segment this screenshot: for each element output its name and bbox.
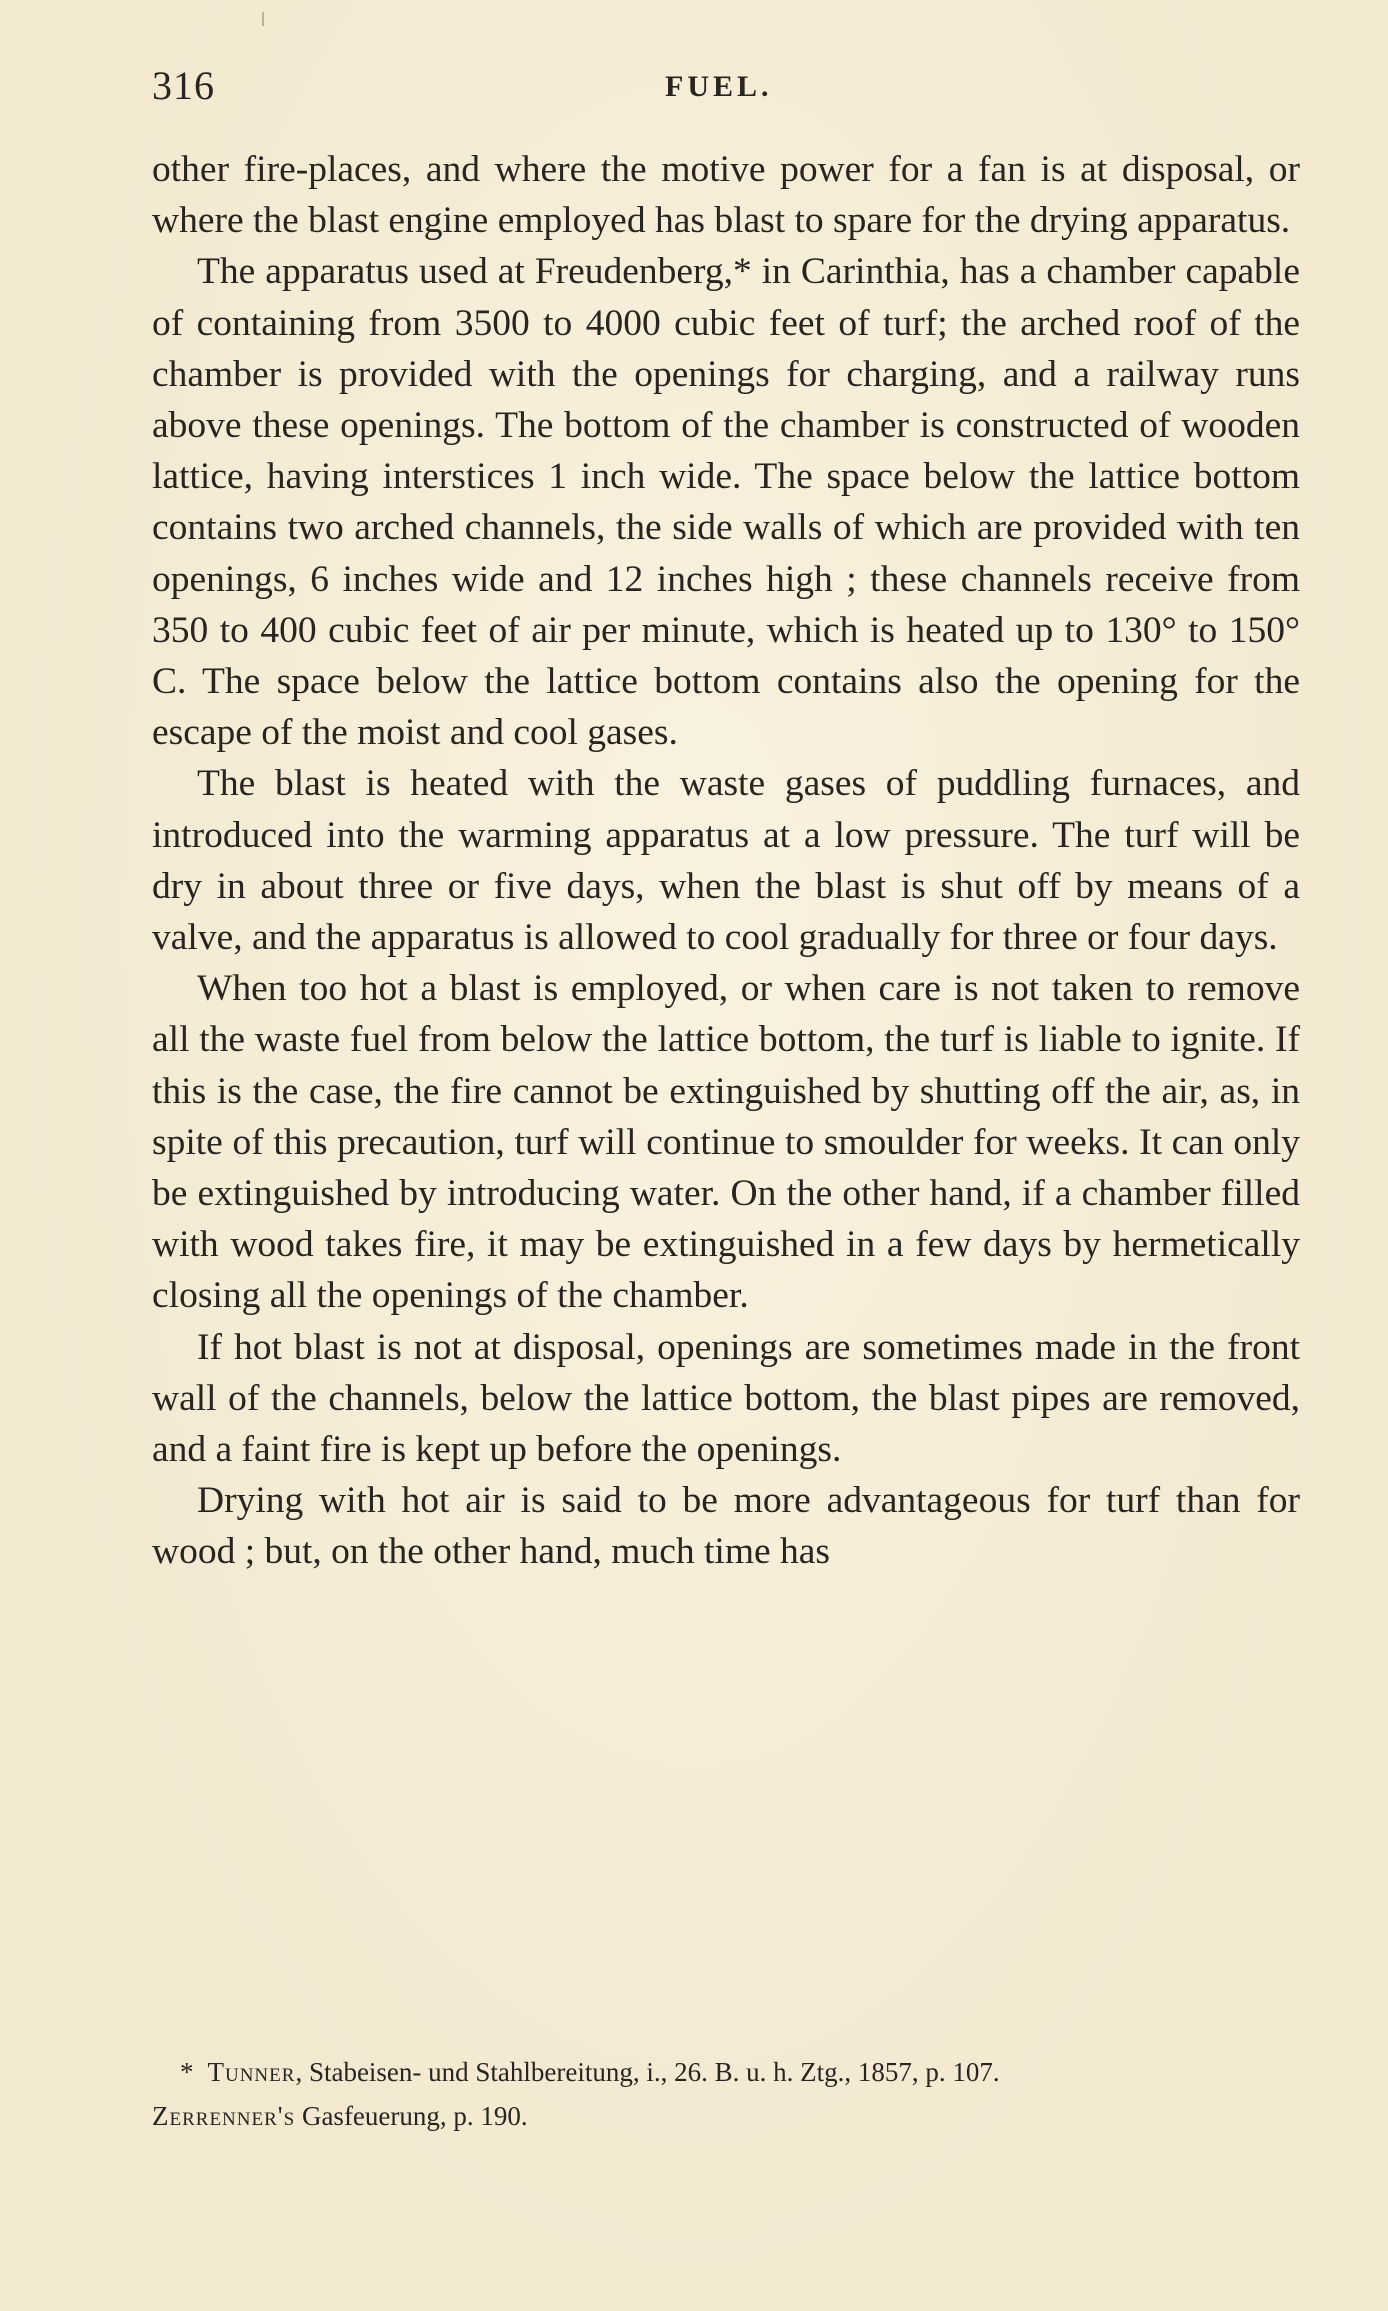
footnote-mark: * (180, 2057, 194, 2087)
footnote-line-2 (152, 2094, 1300, 2138)
footnote-author-1: Tunner (207, 2057, 296, 2087)
footnote-author-2: Zerrenner's (152, 2101, 296, 2131)
footnote-text-2: Gasfeuerung, p. 190. (295, 2101, 528, 2131)
footnote-line-1 (152, 2050, 1300, 2094)
footnotes (152, 2050, 1300, 2138)
running-title: FUEL. (665, 70, 773, 103)
paragraph-no-hot-blast: If hot blast is not at disposal, openings are sometimes made in the front wall of the channels, below the lattice bottom, the blast pipes are removed, and a faint fire is kept up before the openings. (152, 1326, 1300, 1471)
footnote-text-1: , Stabeisen- und Stahlbereitung, i., 26. B. u. h. Ztg., 1857, p. 107. (295, 2057, 1000, 2087)
paragraph-ignition: When too hot a blast is employed, or when care is not taken to remove all the waste fuel from below the lattice bottom, the turf is liable to ignite. If this is the case, the fire cannot be extinguished by shutting off the air, as, in spite of this precaution, turf will continue to smoulder for weeks. It can only be extinguished by introducing water. On the other hand, if a chamber filled with wood takes fire, it may be extinguished in a few days by hermetically closing all the openings of the chamber. (152, 968, 1300, 1317)
page-speck (262, 12, 264, 26)
paragraph-drying-hot-air: Drying with hot air is said to be more advantageous for turf than for wood ; but, on the other hand, much time has (152, 1480, 1300, 1573)
running-header (150, 62, 1300, 122)
paragraph-blast-heating: The blast is heated with the waste gases of puddling furnaces, and introduced into the warming apparatus at a low pressure. The turf will be dry in about three or five days, when the blast is shut off by means of a valve, and the apparatus is allowed to cool gradually for three or four days. (152, 763, 1300, 959)
paragraph-freudenberg-apparatus: The apparatus used at Freudenberg,* in Carinthia, has a chamber capable of containing from 3500 to 4000 cubic feet of turf; the arched roof of the chamber is provided with the openings for charging, and a railway runs above these openings. The bottom of the chamber is constructed of wooden lattice, having interstices 1 inch wide. The space below the lattice bottom contains two arched channels, the side walls of which are provided with ten openings, 6 inches wide and 12 inches high ; these channels receive from 350 to 400 cubic feet of air per minute, which is heated up to 130° to 150° C. The space below the lattice bottom contains also the opening for the escape of the moist and cool gases. (152, 251, 1300, 754)
paragraph-continued: other fire-places, and where the motive power for a fan is at disposal, or where the blast engine employed has blast to spare for the drying apparatus. (152, 149, 1300, 242)
page-number: 316 (152, 63, 215, 108)
body-text (152, 144, 1300, 1578)
